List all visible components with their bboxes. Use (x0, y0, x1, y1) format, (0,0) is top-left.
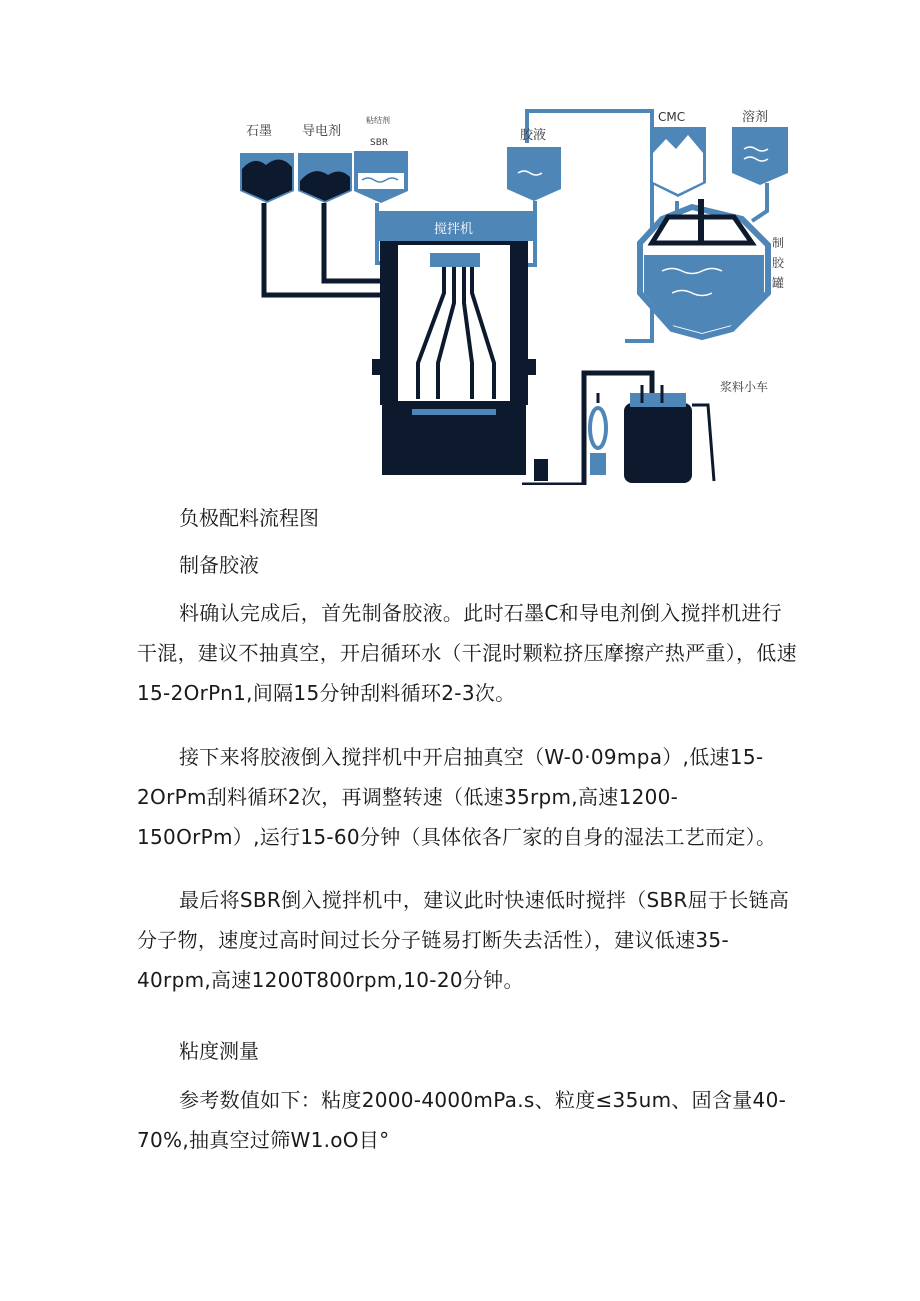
diagram-caption: 负极配料流程图 (179, 506, 319, 530)
slurry-cart (624, 385, 714, 483)
cmc-label: CMC (658, 110, 686, 124)
solvent-hopper (732, 127, 788, 185)
tank-label-2: 胶 (772, 256, 785, 270)
negative-electrode-batching-diagram (232, 103, 788, 485)
solvent-label: 溶剂 (742, 110, 769, 125)
graphite-hopper (240, 153, 294, 203)
section-title-viscosity: 粘度测量 (179, 1039, 259, 1063)
tank-label-3: 罐 (772, 276, 785, 290)
binder-label: 粘结剂 (366, 116, 390, 125)
sbr-hopper (354, 151, 408, 203)
section-title-glue: 制备胶液 (179, 553, 259, 577)
paragraph-1: 料确认完成后，首先制备胶液。此时石墨C和导电剂倒入搅拌机进行干混，建议不抽真空，开启循环水（干混时颗粒挤压摩擦产热严重），低速15-2OrPn1,间隔15分钟刮料循环2-3次。 (137, 601, 797, 705)
slurry-cart-label: 浆料小车 (720, 380, 769, 394)
paragraph-2: 接下来将胶液倒入搅拌机中开启抽真空（W-0·09mpa）,低速15-2OrPm刮料循环2次，再调整转速（低速35rpm,高速1200-150OrPm）,运行15-60分钟（具体依各厂家的自身的湿法工艺而定）。 (137, 745, 777, 849)
glue-hopper (507, 147, 561, 201)
graphite-label: 石墨 (246, 124, 273, 139)
conductive-agent-label: 导电剂 (302, 124, 342, 139)
tank-label-1: 制 (772, 236, 785, 250)
filter-valve (590, 393, 606, 475)
conductive-agent-hopper (298, 153, 352, 203)
paragraph-4: 参考数值如下：粘度2000-4000mPa.s、粒度≤35um、固含量40-70%,抽真空过筛W1.oO目° (137, 1088, 787, 1152)
mixer (372, 211, 548, 481)
glue-label: 胶液 (520, 128, 547, 143)
mixer-label: 搅拌机 (434, 222, 474, 237)
paragraph-3: 最后将SBR倒入搅拌机中，建议此时快速低时搅拌（SBR屈于长链高分子物，速度过高时间过长分子链易打断失去活性），建议低速35-40rpm,高速1200T800rpm,10-20分钟。 (137, 888, 790, 992)
cmc-hopper (650, 127, 706, 197)
glue-making-tank (640, 199, 768, 337)
sbr-label: SBR (370, 138, 389, 148)
